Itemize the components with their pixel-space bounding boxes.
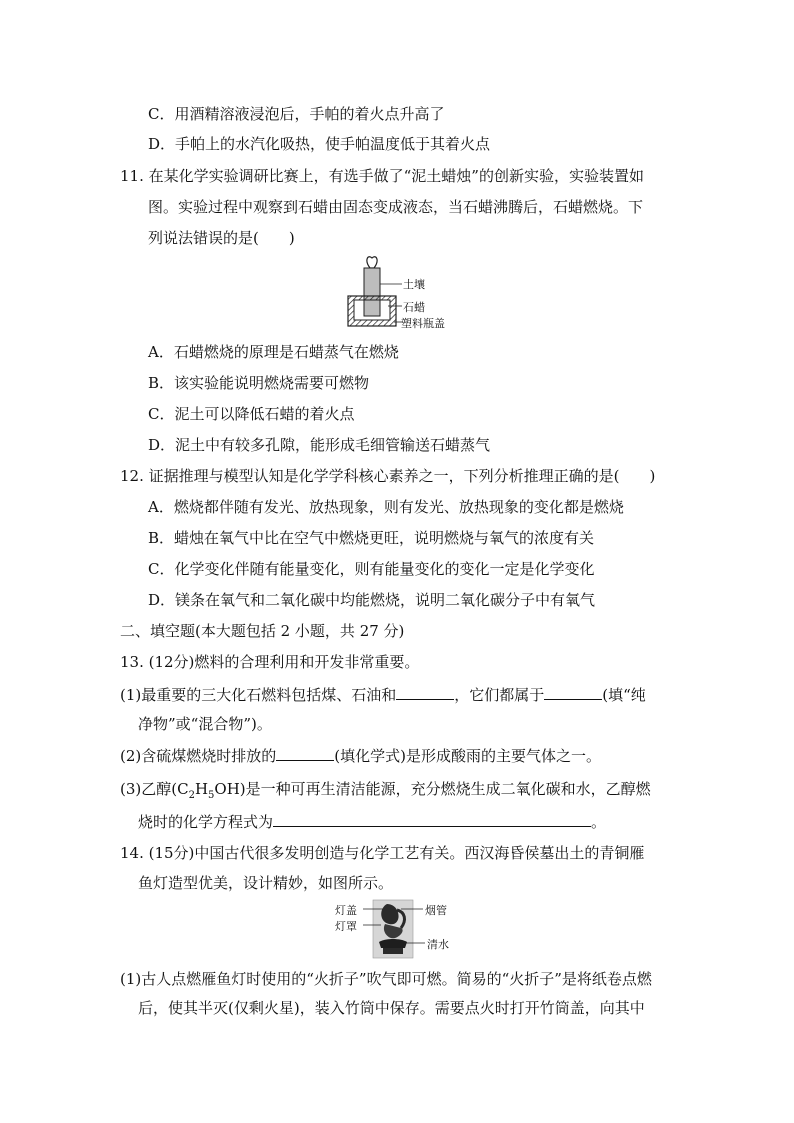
label-wax: 石蜡 [403, 301, 425, 314]
q10-option-d: D．手帕上的水汽化吸热，使手帕温度低于其着火点 [148, 135, 491, 153]
q11-option-b: B．该实验能说明燃烧需要可燃物 [148, 374, 370, 392]
label-lamp-shade: 灯罩 [335, 920, 357, 933]
label-clear-water: 清水 [427, 938, 449, 951]
label-smoke-pipe: 烟管 [425, 904, 447, 917]
flame-icon [367, 257, 377, 268]
q11-stem-line1: 11. 在某化学实验调研比赛上，有选手做了“泥土蜡烛”的创新实验，实验装置如 [120, 167, 644, 185]
goose-fish-lamp-figure [335, 898, 470, 960]
q12-option-b: B．蜡烛在氧气中比在空气中燃烧更旺，说明燃烧与氧气的浓度有关 [148, 529, 595, 547]
q13-part3-line2: 烧时的化学方程式为 。 [138, 813, 607, 831]
q12-stem: 12. 证据推理与模型认知是化学学科核心素养之一，下列分析推理正确的是( ) [120, 467, 656, 485]
q13-stem: 13. (12分)燃料的合理利用和开发非常重要。 [120, 653, 420, 671]
q13-blank-1[interactable] [396, 685, 454, 700]
q11-stem-line3: 列说法错误的是( ) [148, 229, 295, 247]
label-lamp-lid: 灯盖 [335, 904, 357, 917]
q11-option-d: D．泥土中有较多孔隙，能形成毛细管输送石蜡蒸气 [148, 436, 491, 454]
q11-stem-line2: 图。实验过程中观察到石蜡由固态变成液态，当石蜡沸腾后，石蜡燃烧。下 [148, 198, 644, 216]
q14-part1-line1: (1)古人点燃雁鱼灯时使用的“火折子”吹气即可燃。简易的“火折子”是将纸卷点燃 [120, 970, 652, 988]
q13-blank-4[interactable] [273, 812, 591, 827]
q13-blank-2[interactable] [544, 685, 602, 700]
q11-option-a: A．石蜡燃烧的原理是石蜡蒸气在燃烧 [148, 343, 399, 361]
label-bottle-cap: 塑料瓶盖 [401, 317, 445, 330]
section2-title: 二、填空题(本大题包括 2 小题，共 27 分) [120, 622, 405, 640]
q13-part3-line1: (3)乙醇$(C_2H_5OH)$是一种可再生清洁能源，充分燃烧生成二氧化碳和水，乙醇燃 [120, 780, 651, 801]
q13-part1-line1: (1)最重要的三大化石燃料包括煤、石油和 ，它们都属于 (填“纯 [120, 686, 646, 704]
q14-stem-line2: 鱼灯造型优美，设计精妙，如图所示。 [138, 874, 394, 892]
q14-stem-line1: 14. (15分)中国古代很多发明创造与化学工艺有关。西汉海昏侯墓出土的青铜雁 [120, 844, 645, 862]
q13-part2: (2)含硫煤燃烧时排放的 (填化学式)是形成酸雨的主要气体之一。 [120, 747, 601, 765]
mud-candle-figure [340, 256, 460, 334]
label-soil: 土壤 [403, 278, 425, 291]
q10-option-c: C．用酒精溶液浸泡后，手帕的着火点升高了 [148, 105, 445, 123]
q13-blank-3[interactable] [276, 746, 334, 761]
q12-option-a: A．燃烧都伴随有发光、放热现象，则有发光、放热现象的变化都是燃烧 [148, 498, 624, 516]
q11-option-c: C．泥土可以降低石蜡的着火点 [148, 405, 355, 423]
q13-part1-line2: 净物”或“混合物”)。 [138, 715, 272, 733]
q12-option-c: C．化学变化伴随有能量变化，则有能量变化的变化一定是化学变化 [148, 560, 595, 578]
q14-part1-line2: 后，使其半灭(仅剩火星)，装入竹筒中保存。需要点火时打开竹筒盖，向其中 [138, 999, 645, 1017]
q12-option-d: D．镁条在氧气和二氧化碳中均能燃烧，说明二氧化碳分子中有氧气 [148, 591, 596, 609]
